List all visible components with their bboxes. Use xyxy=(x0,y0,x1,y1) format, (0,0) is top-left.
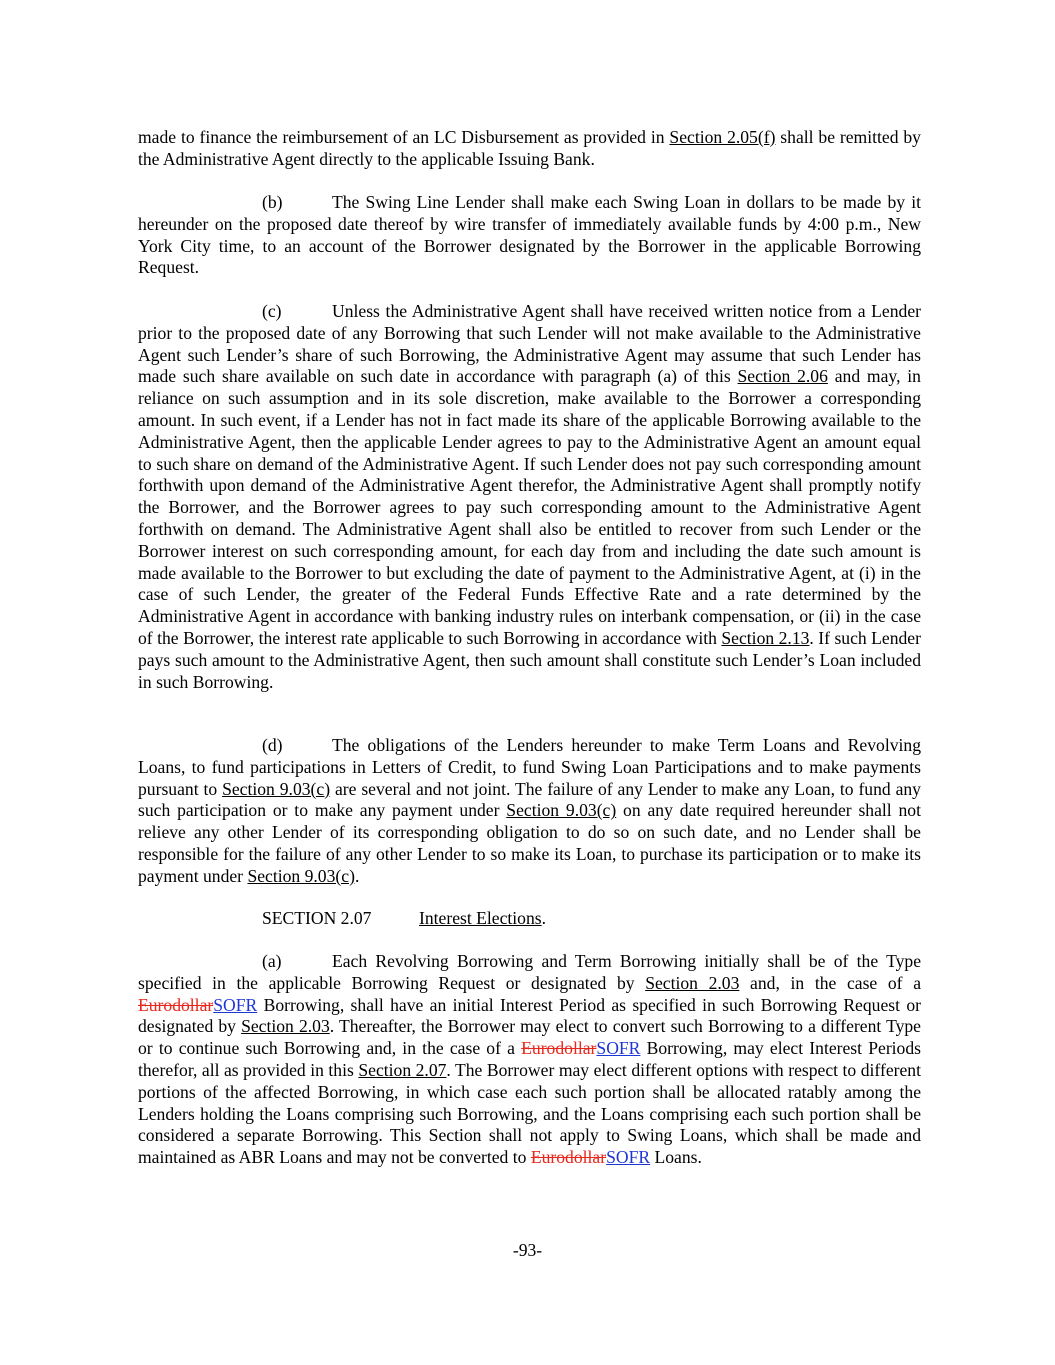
paragraph-text: are several and not joint. The failure of any Lender to make any Loan, to fund any such participation or to make any payment under xyxy=(138,778,921,821)
deleted-text: Eurodollar xyxy=(138,994,214,1015)
paragraph-text: The obligations of the Lenders hereunder to make Term Loans and Revolving Loans, to fund participations in Letters of Credit, to fund Swing Loan Participations and to make payments pursuant to xyxy=(138,735,921,799)
paragraph-text: . xyxy=(354,865,360,886)
paragraph-text: . If such Lender pays such amount to the Administrative Agent, then such amount shall constitute such Lender’s Loan included in such Borrowing. xyxy=(138,627,921,692)
section-reference: Section 2.03 xyxy=(241,1016,330,1037)
section-reference: Section 2.06 xyxy=(737,366,828,387)
paragraph-text: Unless the Administrative Agent shall have received written notice from a Lender prior to the proposed date of any Borrowing that such Lender will not make available to the Administrative Agent such Lender’s share of such Borrowing, the Administrative Agent may assume that such Lender has made such share available on such date in accordance with paragraph (a) of this xyxy=(138,301,921,387)
paragraph-a xyxy=(138,951,921,1169)
deleted-text: Eurodollar xyxy=(530,1147,607,1168)
paragraph-text: and, in the case of a xyxy=(739,972,921,993)
section-reference: Section 2.13 xyxy=(721,627,810,648)
paragraph-text: Each Revolving Borrowing and Term Borrowing initially shall be of the Type specified in the applicable Borrowing Request or designated by xyxy=(138,951,921,993)
paragraph-label: (d) xyxy=(262,735,283,755)
paragraph-c xyxy=(138,301,921,693)
paragraph-text: made to finance the reimbursement of an LC Disbursement as provided in xyxy=(138,127,670,147)
paragraph-b xyxy=(138,192,921,279)
section-reference: Section 2.05(f) xyxy=(669,127,776,147)
paragraph-text: and may, in reliance on such assumption and in its sole discretion, make available to the Borrower a corresponding amount. In such event, if a Lender has not in fact made its share of the applicable Borrowing available to the Administrative Agent, then the applicable Lender agrees to pay to the Administrative Agent an amount equal to such share on demand of the Administrative Agent. If such Lender does not pay such corresponding amount forthwith upon demand of the Administrative Agent therefor, the Administrative Agent shall promptly notify the Borrower, and the Borrower agrees to pay such corresponding amount to the Administrative Agent forthwith on demand. The Administrative Agent shall also be entitled to recover from such Lender or the Borrower interest on such corresponding amount, for each day from and including the date such amount is made available to the Borrower to but excluding the date of payment to the Administrative Agent, at (i) in the case of such Lender, the greater of the Federal Funds Effective Rate and a rate determined by the Administrative Agent in accordance with banking industry rules on interbank compensation, or (ii) in the case of the Borrower, the interest rate applicable to such Borrowing in accordance with xyxy=(138,366,921,648)
inserted-text: SOFR xyxy=(213,994,258,1015)
section-reference: Section 9.03(c) xyxy=(222,778,331,799)
paragraph-text: Borrowing, shall have an initial Interest Period as specified in such Borrowing Request or designated by xyxy=(138,994,921,1037)
inserted-text: SOFR xyxy=(606,1147,651,1168)
section-heading: SECTION 2.07 Interest Elections. xyxy=(262,908,547,928)
paragraph-text: . Thereafter, the Borrower may elect to convert such Borrowing to a different Type or to continue such Borrowing and, in the case of a xyxy=(138,1016,921,1059)
paragraph-text: Loans. xyxy=(650,1147,702,1168)
section-reference: Section 9.03(c) xyxy=(506,800,617,821)
deleted-text: Eurodollar xyxy=(521,1038,597,1059)
section-number: SECTION 2.07 xyxy=(262,908,372,928)
paragraph-text: on any date required hereunder shall not relieve any other Lender of its corresponding obligation to do so on such date, and no Lender shall be responsible for the failure of any other Lender to so make its Loan, to purchase its participation or to make its payment under xyxy=(138,800,921,886)
paragraph-text: The Swing Line Lender shall make each Swing Loan in dollars to be made by it hereunder on the proposed date thereof by wire transfer of immediately available funds by 4:00 p.m., New York City time, to an account of the Borrower designated by the Borrower in the applicable Borrowing Request. xyxy=(138,192,921,278)
inserted-text: SOFR xyxy=(596,1038,641,1059)
paragraph-text: shall be remitted by the Administrative Agent directly to the applicable Issuing Bank. xyxy=(138,127,921,169)
page-number: -93- xyxy=(512,1240,543,1260)
paragraph-label: (a) xyxy=(262,951,282,971)
paragraph-label: (c) xyxy=(262,301,282,321)
paragraph-label: (b) xyxy=(262,192,283,212)
paragraph-d xyxy=(138,735,921,888)
paragraph-text: . The Borrower may elect different options with respect to different portions of the affected Borrowing, in which case each such portion shall be allocated ratably among the Lenders holding the Loans comprising such Borrowing, and the Loans comprising each such portion shall be considered a separate Borrowing. This Section shall not apply to Swing Loans, which shall be made and maintained as ABR Loans and may not be converted to xyxy=(138,1059,921,1168)
section-title: Interest Elections xyxy=(419,908,542,928)
paragraph-text: Borrowing, may elect Interest Periods therefor, all as provided in this xyxy=(138,1038,922,1080)
section-reference: Section 2.03 xyxy=(645,972,740,993)
paragraph-continuation xyxy=(138,127,921,171)
section-reference: Section 9.03(c) xyxy=(247,865,355,886)
section-reference: Section 2.07 xyxy=(358,1059,447,1080)
